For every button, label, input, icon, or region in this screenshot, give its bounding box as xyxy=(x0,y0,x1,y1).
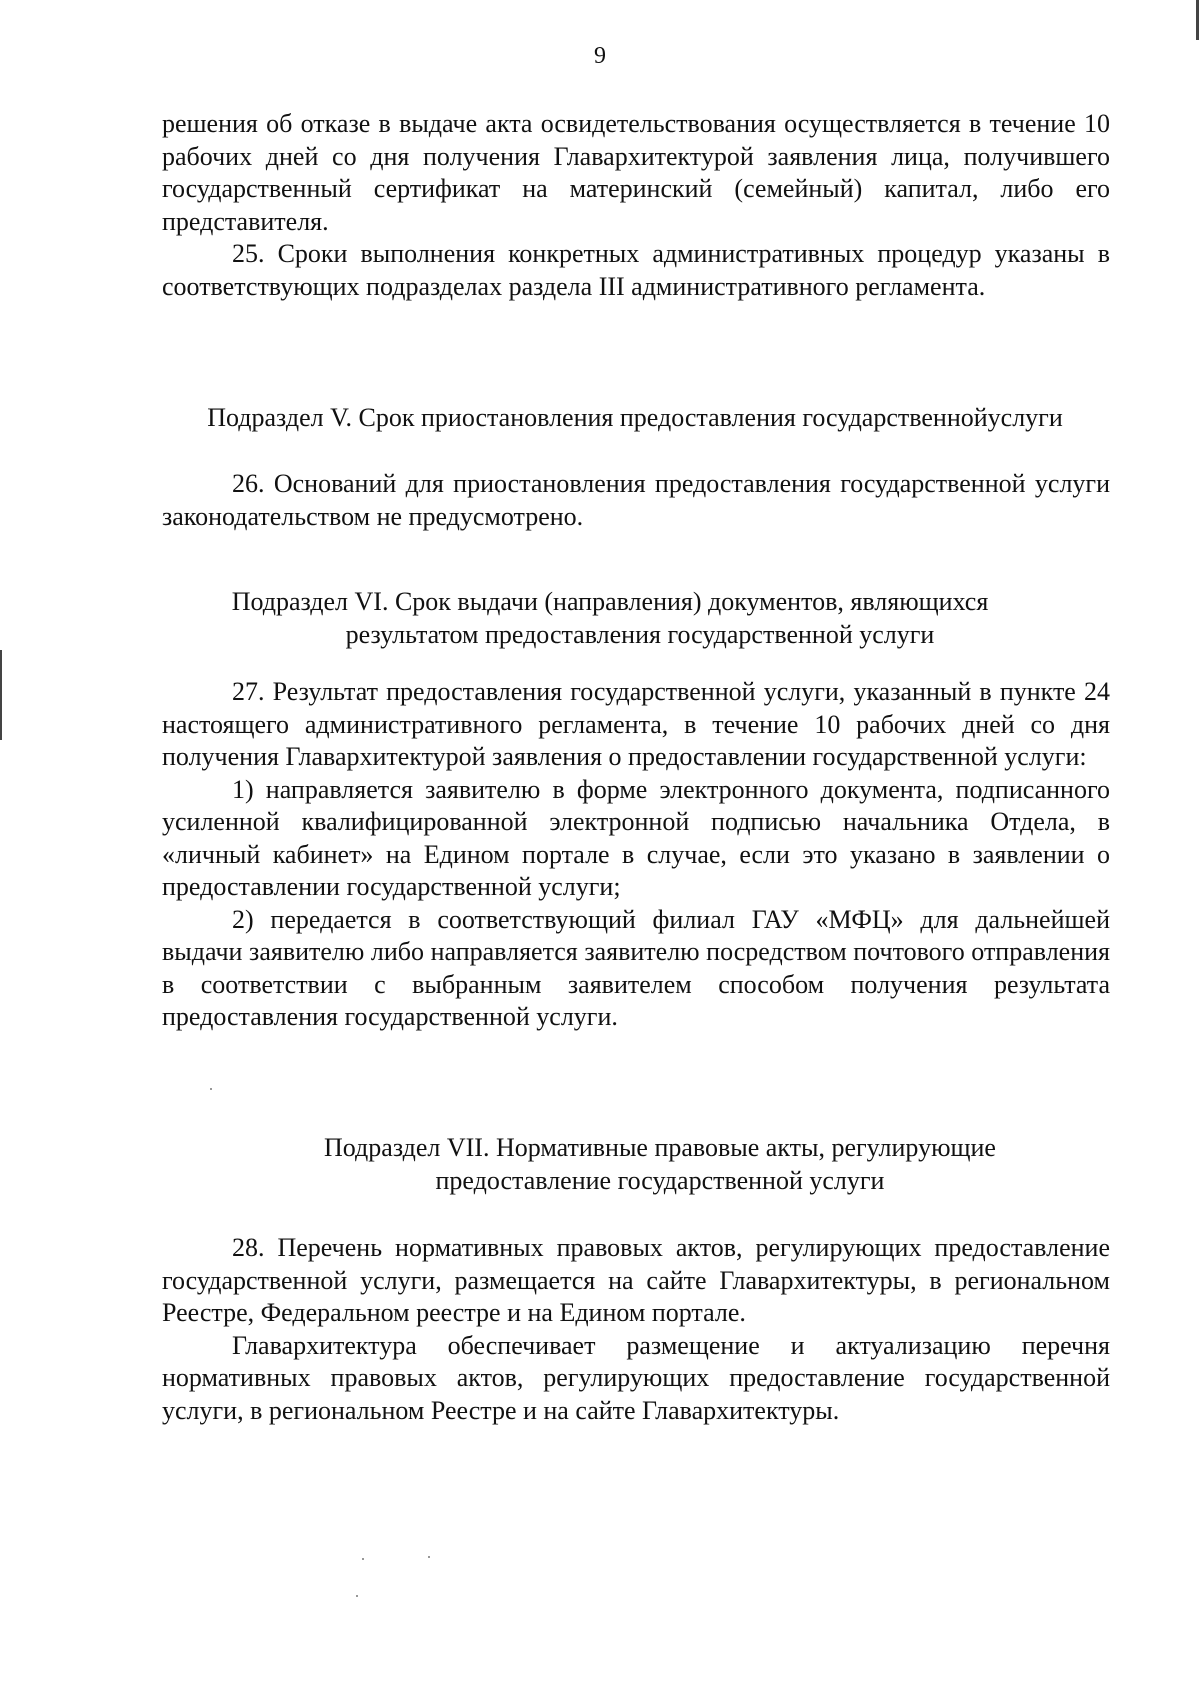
paragraph-27: 27. Результат предоставления государственной услуги, указанный в пункте 24 настоящего административного регламента, в течение 10 рабочих дней со дня получения Главархитектурой заявления о предоставлении государственной услуги: xyxy=(162,677,1110,771)
paragraph-continuation: решения об отказе в выдаче акта освидетельствования осуществляется в течение 10 рабочих дней со дня получения Главархитектурой заявления лица, получившего государственный сертификат на материнский (семейный) капитал, либо его представителя. xyxy=(162,109,1110,236)
heading-5-line-1: Подраздел V. Срок приостановления предоставления государственнойуслуги xyxy=(207,403,1063,432)
heading-6-line-1: Подраздел VI. Срок выдачи (направления) документов, являющихся xyxy=(231,587,989,616)
subsection-heading-5 xyxy=(150,402,1120,435)
paragraph-27-item-1: 1) направляется заявителю в форме электронного документа, подписанного усиленной квалифицированной электронной подписью начальника Отдела, в «личный кабинет» на Едином портале в случае, если это указано в заявлении о предоставлении государственной услуги; xyxy=(162,774,1110,901)
text-block-1 xyxy=(162,108,1110,303)
paragraph-28: 28. Перечень нормативных правовых актов, регулирующих предоставление государственной услуги, размещается на сайте Главархитектуры, в региональном Реестре, Федеральном реестре и на Едином портале. xyxy=(162,1233,1110,1327)
scan-speck xyxy=(356,1595,358,1597)
subsection-heading-7 xyxy=(220,1132,1100,1197)
heading-7-line-1: Подраздел VII. Нормативные правовые акты, регулирующие xyxy=(324,1133,996,1162)
paragraph-26: 26. Оснований для приостановления предоставления государственной услуги законодательством не предусмотрено. xyxy=(162,469,1110,531)
paragraph-28-continuation: Главархитектура обеспечивает размещение и актуализацию перечня нормативных правовых актов, регулирующих предоставление государственной услуги, в региональном Реестре и на сайте Главархитектуры. xyxy=(162,1330,1110,1425)
heading-6-line-2: результатом предоставления государственной услуги xyxy=(345,619,935,649)
paragraph-27-item-2: 2) передается в соответствующий филиал ГАУ «МФЦ» для дальнейшей выдачи заявителю либо направляется заявителю посредством почтового отправления в соответствии с выбранным заявителем способом получения результата предоставления государственной услуги. xyxy=(162,904,1110,1031)
paragraph-25: 25. Сроки выполнения конкретных административных процедур указаны в соответствующих подразделах раздела III административного регламента. xyxy=(162,239,1110,301)
scan-speck xyxy=(362,1558,364,1560)
subsection-heading-6 xyxy=(180,586,1040,651)
scan-edge-mark xyxy=(0,650,2,740)
scan-edge-mark-top xyxy=(1196,0,1199,40)
text-block-2 xyxy=(162,468,1110,533)
scan-speck xyxy=(428,1556,430,1558)
text-block-3 xyxy=(162,676,1110,1034)
page-number: 9 xyxy=(594,43,606,69)
heading-7-line-2: предоставление государственной услуги xyxy=(435,1165,885,1195)
scan-speck xyxy=(210,1088,212,1090)
text-block-4 xyxy=(162,1232,1110,1427)
